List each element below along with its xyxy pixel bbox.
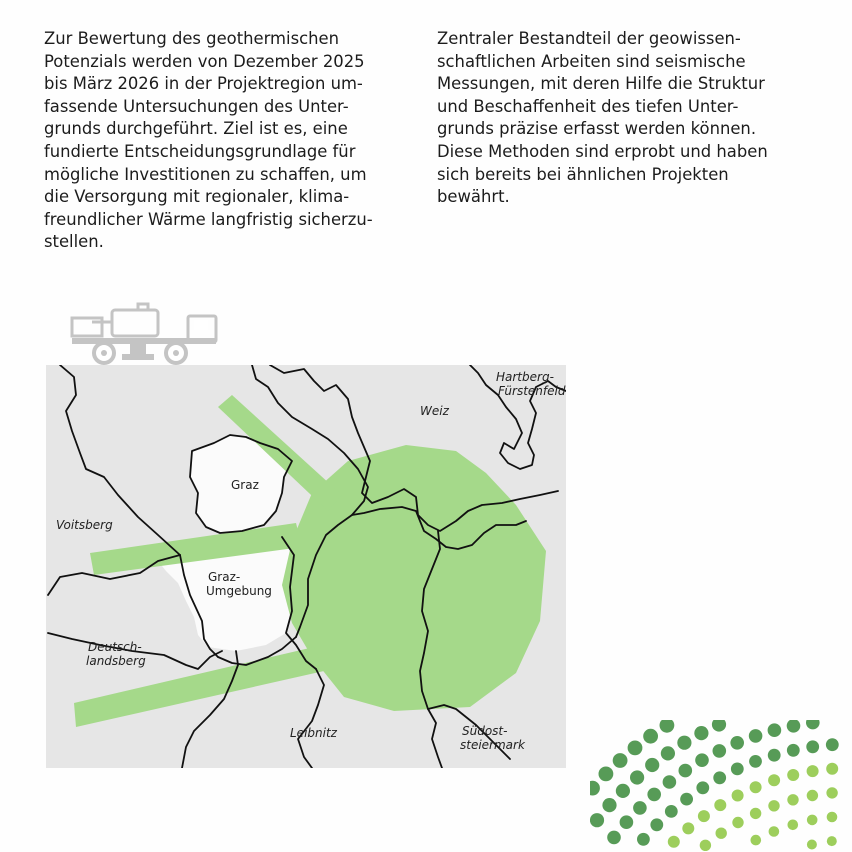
paragraph-line: und Beschaffenheit des tiefen Unter- <box>437 96 739 116</box>
text-column-right <box>437 28 807 209</box>
decor-dot <box>643 729 658 744</box>
paragraph-line: Zur Bewertung des geothermischen <box>44 29 339 48</box>
paragraph-line: fassende Untersuchungen des Unter- <box>44 96 349 116</box>
paragraph-line: Messungen, mit deren Hilfe die Struktur <box>437 74 765 94</box>
paragraph-line: Zentraler Bestandteil der geowissen- <box>437 29 741 48</box>
decor-dot <box>713 744 727 758</box>
decor-dot <box>750 781 762 793</box>
label-deutschlandsberg-2: landsberg <box>86 654 146 668</box>
decor-dot <box>712 720 726 732</box>
decor-dot <box>633 801 647 815</box>
decor-dot <box>768 749 781 762</box>
paragraph-line: bewährt. <box>437 187 510 207</box>
label-weiz: Weiz <box>420 404 449 418</box>
label-deutschlandsberg-1: Deutsch- <box>88 640 142 654</box>
decor-dot <box>590 813 604 827</box>
label-leibnitz: Leibnitz <box>290 726 337 740</box>
decor-dot <box>713 771 726 784</box>
decor-dot <box>660 720 675 733</box>
decor-dot <box>650 818 663 831</box>
seismic-vibro-truck-icon <box>70 300 220 372</box>
paragraph-line: grunds durchgeführt. Ziel ist es, eine <box>44 119 348 139</box>
decor-dot <box>730 736 744 750</box>
decor-dot <box>661 746 675 760</box>
label-suedoststeiermark-2: steiermark <box>460 738 525 752</box>
decor-dot <box>665 805 678 818</box>
decor-dot <box>806 740 819 753</box>
decor-dot <box>663 775 677 789</box>
decor-dot <box>647 788 661 802</box>
paragraph-line: bis März 2026 in der Projektregion um- <box>44 74 363 94</box>
decor-dot <box>620 815 634 829</box>
decor-dot <box>694 726 708 740</box>
decor-dot <box>599 767 614 782</box>
decor-dot <box>679 764 693 778</box>
paragraph-line: sich bereits bei ähnlichen Projekten <box>437 164 729 184</box>
label-suedoststeiermark-1: Südost- <box>462 724 508 738</box>
decor-dot <box>677 736 691 750</box>
decor-dot <box>826 787 837 798</box>
decor-dot <box>768 723 782 737</box>
decor-dot <box>616 784 630 798</box>
decor-dot <box>807 815 818 826</box>
label-fuerstenfeld: Fürstenfeld <box>498 384 566 398</box>
decor-dot <box>716 828 727 839</box>
decor-dot <box>826 763 838 775</box>
label-hartberg: Hartberg- <box>496 370 554 384</box>
decor-dot <box>696 781 709 794</box>
decor-dot <box>607 831 621 845</box>
decor-dot <box>602 798 616 812</box>
decor-dot <box>807 765 819 777</box>
decor-dot <box>768 800 779 811</box>
paragraph-line: mögliche Investitionen zu schaffen, um <box>44 164 367 184</box>
decor-dot <box>750 808 761 819</box>
decor-dot <box>590 781 600 796</box>
decorative-dot-pattern <box>590 720 852 852</box>
decor-dot <box>613 753 628 768</box>
decor-dot <box>827 812 838 823</box>
decor-dot <box>628 741 643 756</box>
label-voitsberg: Voitsberg <box>56 518 113 532</box>
label-graz-umgebung-2: Umgebung <box>206 584 272 598</box>
decor-dot <box>826 738 839 751</box>
label-graz: Graz <box>231 478 259 492</box>
decor-dot <box>749 755 762 768</box>
decor-dot <box>732 790 744 802</box>
paragraph-line: fundierte Entscheidungsgrundlage für <box>44 141 356 161</box>
decor-dot <box>806 720 820 729</box>
paragraph-line: die Versorgung mit regionaler, klima- <box>44 187 350 207</box>
decor-dot <box>680 793 693 806</box>
text-column-left <box>44 28 404 254</box>
decor-dot <box>698 810 710 822</box>
decor-dot <box>700 840 711 851</box>
decor-dot <box>731 763 744 776</box>
decor-dot <box>714 799 726 811</box>
paragraph-line: Diese Methoden sind erprobt und haben <box>437 141 768 161</box>
decor-dot <box>787 769 799 781</box>
decor-dot <box>751 835 762 846</box>
decor-dot <box>645 758 659 772</box>
decor-dot <box>788 820 799 831</box>
decor-dot <box>749 729 763 743</box>
decor-dot <box>769 826 780 837</box>
paragraph-line: freundlicher Wärme langfristig sicherzu- <box>44 209 373 229</box>
decor-dot <box>732 817 743 828</box>
decor-dot <box>668 836 680 848</box>
decor-dot <box>787 720 801 733</box>
decor-dot <box>807 790 818 801</box>
decor-dot <box>787 794 798 805</box>
label-graz-umgebung-1: Graz- <box>208 570 241 584</box>
decor-dot <box>787 744 800 757</box>
decor-dot <box>807 840 817 850</box>
decor-dot <box>827 836 837 846</box>
decor-dot <box>630 770 644 784</box>
survey-region-map <box>46 365 566 768</box>
paragraph-line: schaftlichen Arbeiten sind seismische <box>437 51 746 71</box>
decor-dot <box>682 822 694 834</box>
decor-dot <box>637 833 650 846</box>
paragraph-line: stellen. <box>44 232 104 252</box>
decor-dot <box>768 774 780 786</box>
decor-dot <box>695 753 709 767</box>
paragraph-line: grunds präzise erfasst werden können. <box>437 119 757 139</box>
paragraph-line: Potenzials werden von Dezember 2025 <box>44 51 365 71</box>
